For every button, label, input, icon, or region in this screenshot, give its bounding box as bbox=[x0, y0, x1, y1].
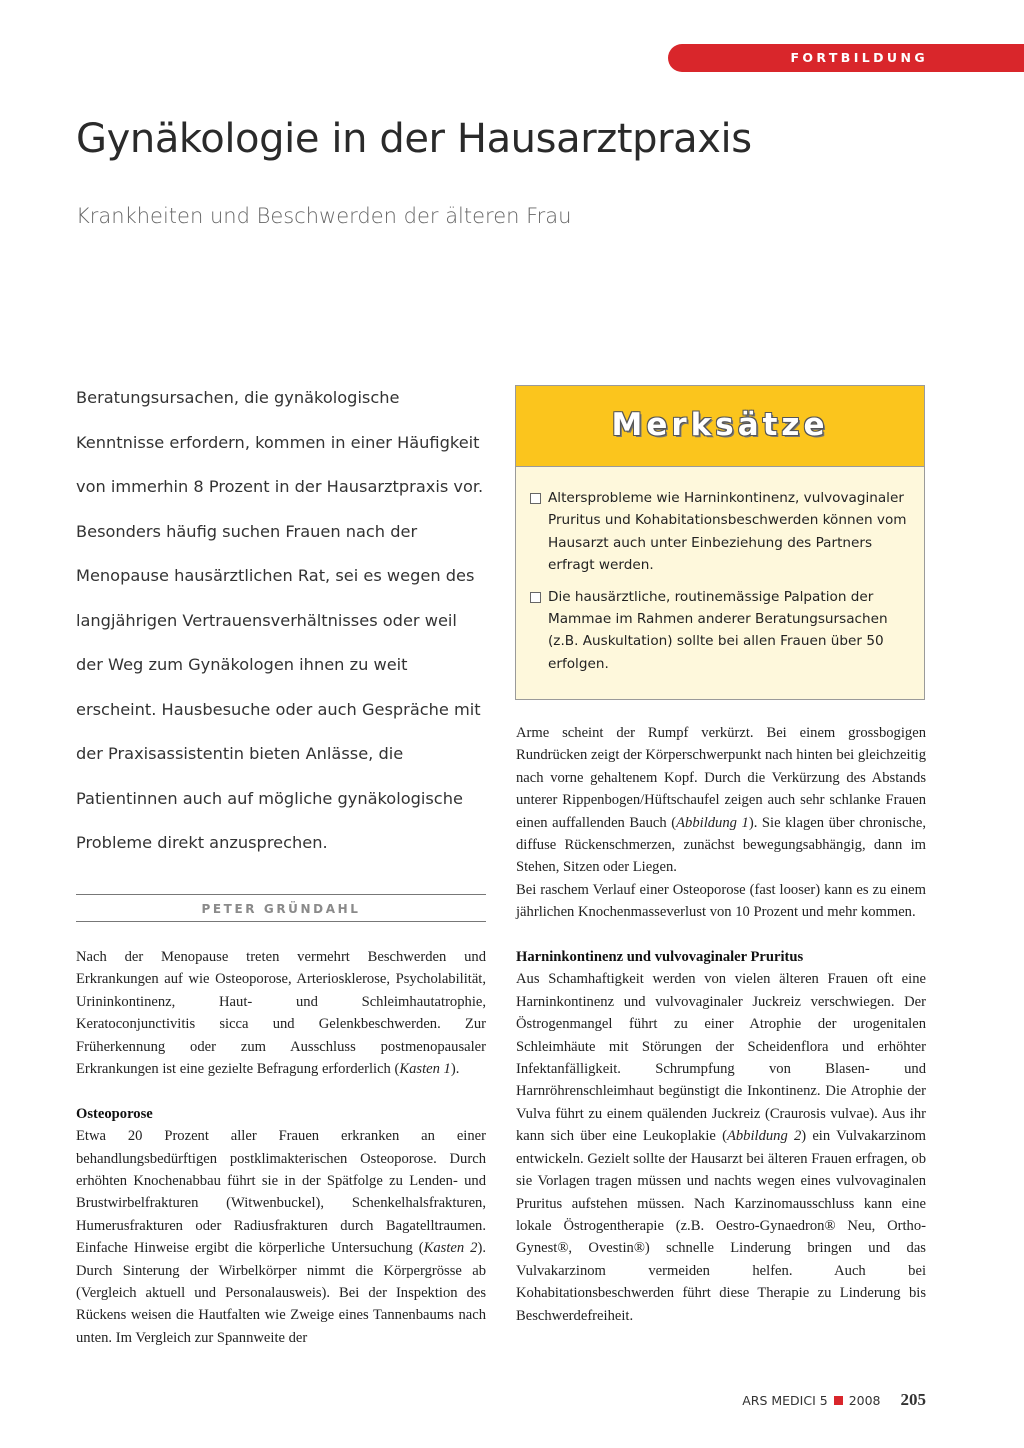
journal-name: ARS MEDICI 5 bbox=[742, 1393, 828, 1408]
left-column bbox=[76, 946, 486, 1349]
list-item: Altersprobleme wie Harninkontinenz, vulvovaginaler Pruritus und Kohabitationsbeschwerden können vom Hausarzt auch unter Einbeziehung des Partners erfragt werden. bbox=[530, 487, 910, 577]
journal-year: 2008 bbox=[848, 1393, 881, 1408]
checkbox-bullet-icon bbox=[530, 493, 541, 504]
merksaetze-box bbox=[515, 385, 925, 700]
square-separator-icon bbox=[834, 1396, 843, 1405]
right-column bbox=[516, 722, 926, 1327]
page-number: 205 bbox=[900, 1390, 926, 1409]
lead-paragraph: Beratungsursachen, die gynäkologische Kenntnisse erfordern, kommen in einer Häufigkeit von immerhin 8 Prozent in der Hausarztpraxis vor. Besonders häufig suchen Frauen nach der Menopause hausärztlichen Rat, sei es wegen des langjährigen Vertrauensverhältnisses oder weil der Weg zum Gynäkologen ihnen zu weit erscheint. Hausbesuche oder auch Gespräche mit der Praxisassistentin bieten Anlässe, die Patientinnen auch auf mögliche gynäkologische Probleme direkt anzusprechen. bbox=[76, 388, 484, 852]
author-divider-top bbox=[76, 894, 486, 895]
section-heading-harninkontinenz: Harninkontinenz und vulvovaginaler Pruritus bbox=[516, 949, 804, 966]
figure-reference: Abbildung 1 bbox=[676, 814, 749, 831]
box-reference: Kasten 1 bbox=[399, 1061, 451, 1078]
article-title: Gynäkologie in der Hausarztpraxis bbox=[76, 116, 752, 162]
author-divider-bottom bbox=[76, 921, 486, 922]
intro-paragraph: Nach der Menopause treten vermehrt Beschwerden und Erkrankungen auf wie Osteoporose, Arteriosklerose, Psycholabilität, Urininkontinenz, Haut- und Schleimhautatrophie, Keratoconjunctivitis sicca und Gelenkbeschwerden. Zur Früherkennung oder zum Ausschluss postmenopausaler Erkrankungen ist eine gezielte Befragung erforderlich (Kasten 1). bbox=[76, 949, 486, 1078]
box-reference: Kasten 2 bbox=[423, 1240, 478, 1257]
article-subtitle: Krankheiten und Beschwerden der älteren Frau bbox=[76, 204, 572, 228]
page-footer bbox=[620, 1390, 926, 1410]
section-heading-osteoporose: Osteoporose bbox=[76, 1105, 153, 1122]
figure-reference: Abbildung 2 bbox=[726, 1128, 802, 1145]
checkbox-bullet-icon bbox=[530, 592, 541, 603]
list-item: Die hausärztliche, routinemässige Palpation der Mammae im Rahmen anderer Beratungsursachen (z.B. Auskultation) sollte bei allen Frauen über 50 erfolgen. bbox=[530, 586, 910, 676]
merksaetze-header bbox=[516, 386, 924, 467]
section-label: FORTBILDUNG bbox=[668, 44, 1024, 72]
body-paragraph: Arme scheint der Rumpf verkürzt. Bei einem grossbogigen Rundrücken zeigt der Körperschwerpunkt nach hinten bei gleichzeitig nach vorne gehaltenem Kopf. Durch die Verkürzung des Abstands unterer Rippenbogen/Hüftschaufel zeigen auch sehr schlanke Frauen einen auffallenden Bauch (Abbildung 1). Sie klagen über chronische, diffuse Rückenschmerzen, zunächst bewegungsabhängig, dann im Stehen, Sitzen oder Liegen. bbox=[516, 725, 926, 876]
merksaetze-list bbox=[516, 467, 924, 675]
merksaetze-title: Merksätze bbox=[611, 407, 829, 443]
body-paragraph: Aus Schamhaftigkeit werden von vielen älteren Frauen oft eine Harninkontinenz und vulvovaginaler Juckreiz verschwiegen. Der Östrogenmangel führt zu einer Atrophie der urogenitalen Schleimhäute mit Störungen der Scheidenflora und erhöhter Infektanfälligkeit. Schrumpfung von Blasen- und Harnröhrenschleimhaut begünstigt die Inkontinenz. Die Atrophie der Vulva führt zu einem quälenden Juckreiz (Craurosis vulvae). Aus ihr kann sich über eine Leukoplakie (Abbildung 2) ein Vulvakarzinom entwickeln. Gezielt sollte der Hausarzt bei älteren Frauen erfragen, ob sie Vorlagen tragen müssen und nachts wegen eines vulvovaginalen Pruritus aufstehen müssen. Nach Karzinomausschluss kann eine lokale Östrogentherapie (z.B. Oestro-Gynaedron® Neu, Ortho-Gynest®, Ovestin®) schnelle Linderung bringen und das Vulvakarzinom vermeiden helfen. Auch bei Kohabitationsbeschwerden führt diese Therapie zu Linderung bis Beschwerdefreiheit. bbox=[516, 971, 927, 1324]
author-name: PETER GRÜNDAHL bbox=[201, 902, 361, 916]
body-paragraph: Bei raschem Verlauf einer Osteoporose (fast looser) kann es zu einem jährlichen Knochenmasseverlust von 10 Prozent und mehr kommen. bbox=[516, 881, 926, 921]
osteoporose-paragraph: Etwa 20 Prozent aller Frauen erkranken an einer behandlungsbedürftigen postklimakterischen Osteoporose. Durch erhöhten Knochenabbau führt sie in der Spätfolge zu Lenden- und Brustwirbelfrakturen (Witwenbuckel), Schenkelhalsfrakturen, Humerusfrakturen oder Radiusfrakturen durch Bagatelltraumen. Einfache Hinweise ergibt die körperliche Untersuchung (Kasten 2). Durch Sinterung der Wirbelkörper nimmt die Körpergrösse ab (Vergleich aktuell und Personalausweis). Bei der Inspektion des Rückens weisen die Hautfalten wie Zweige eines Tannenbaums nach unten. Im Vergleich zur Spannweite der bbox=[76, 1128, 486, 1346]
